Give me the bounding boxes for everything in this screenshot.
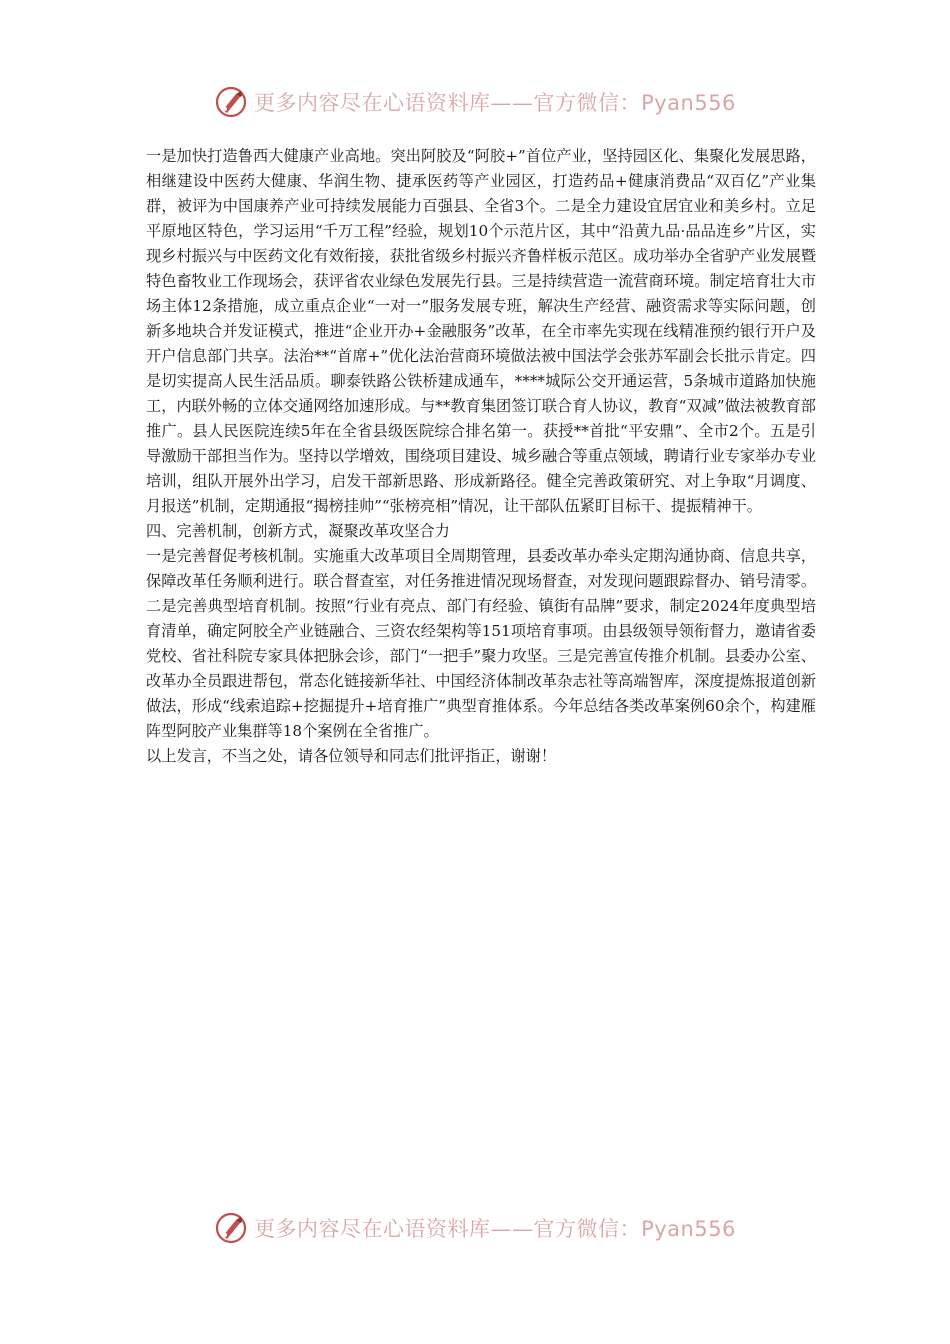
closing-remarks: 以上发言，不当之处，请各位领导和同志们批评指正，谢谢！ xyxy=(146,747,557,765)
watermark-text: 更多内容尽在心语资料库——官方微信：Pyan556 xyxy=(254,91,736,115)
watermark-text: 更多内容尽在心语资料库——官方微信：Pyan556 xyxy=(254,1217,736,1241)
paragraph-1: 一是加快打造鲁西大健康产业高地。突出阿胶及“阿胶+”首位产业，坚持园区化、集聚化发展思路，相继建设中医药大健康、华润生物、捷承医药等产业园区，打造药品+健康消费品“双百亿”产业集群，被评为中国康养产业可持续发展能力百强县、全省3个。二是全力建设宜居宜业和美乡村。立足平原地区特色，学习运用“千万工程”经验，规划10个示范片区，其中“沿黄九品·品品连乡”片区，实现乡村振兴与中医药文化有效衔接，获批省级乡村振兴齐鲁样板示范区。成功举办全省驴产业发展暨特色畜牧业工作现场会，获评省农业绿色发展先行县。三是持续营造一流营商环境。制定培育壮大市场主体12条措施，成立重点企业“一对一”服务发展专班，解决生产经营、融资需求等实际问题，创新多地块合并发证模式，推进“企业开办+金融服务”改革，在全市率先实现在线精准预约银行开户及开户信息部门共享。法治**“首席+”优化法治营商环境做法被中国法学会张苏军副会长批示肯定。四是切实提高人民生活品质。聊泰铁路公铁桥建成通车，****城际公交开通运营，5条城市道路加快施工，内联外畅的立体交通网络加速形成。与**教育集团签订联合育人协议，教育“双减”做法被教育部推广。县人民医院连续5年在全省县级医院综合排名第一。获授**首批“平安鼎”、全市2个。五是引导激励干部担当作为。坚持以学增效，围绕项目建设、城乡融合等重点领域，聘请行业专家举办专业培训，组队开展外出学习，启发干部新思路、形成新路径。健全完善政策研究、对上争取“月调度、月报送”机制，定期通报“揭榜挂帅”“张榜亮相”情况，让干部队伍紧盯目标干、提振精神干。 xyxy=(146,147,816,515)
footer-watermark xyxy=(0,1208,950,1248)
header-watermark xyxy=(0,82,950,122)
document-body xyxy=(146,144,816,769)
section-heading: 四、完善机制，创新方式，凝聚改革攻坚合力 xyxy=(146,522,450,540)
pen-nib-logo-icon xyxy=(214,1211,248,1245)
paragraph-2: 一是完善督促考核机制。实施重大改革项目全周期管理，县委改革办牵头定期沟通协商、信息共享，保障改革任务顺利进行。联合督查室，对任务推进情况现场督查，对发现问题跟踪督办、销号清零。二是完善典型培育机制。按照“行业有亮点、部门有经验、镇街有品牌”要求，制定2024年度典型培育清单，确定阿胶全产业链融合、三资农经架构等151项培育事项。由县级领导领衔督力，邀请省委党校、省社科院专家具体把脉会诊，部门“一把手”聚力攻坚。三是完善宣传推介机制。县委办公室、改革办全员跟进帮包，常态化链接新华社、中国经济体制改革杂志社等高端智库，深度提炼报道创新做法，形成“线索追踪+挖掘提升+培育推广”典型育推体系。今年总结各类改革案例60余个，构建雁阵型阿胶产业集群等18个案例在全省推广。 xyxy=(146,547,816,740)
pen-nib-logo-icon xyxy=(214,85,248,119)
